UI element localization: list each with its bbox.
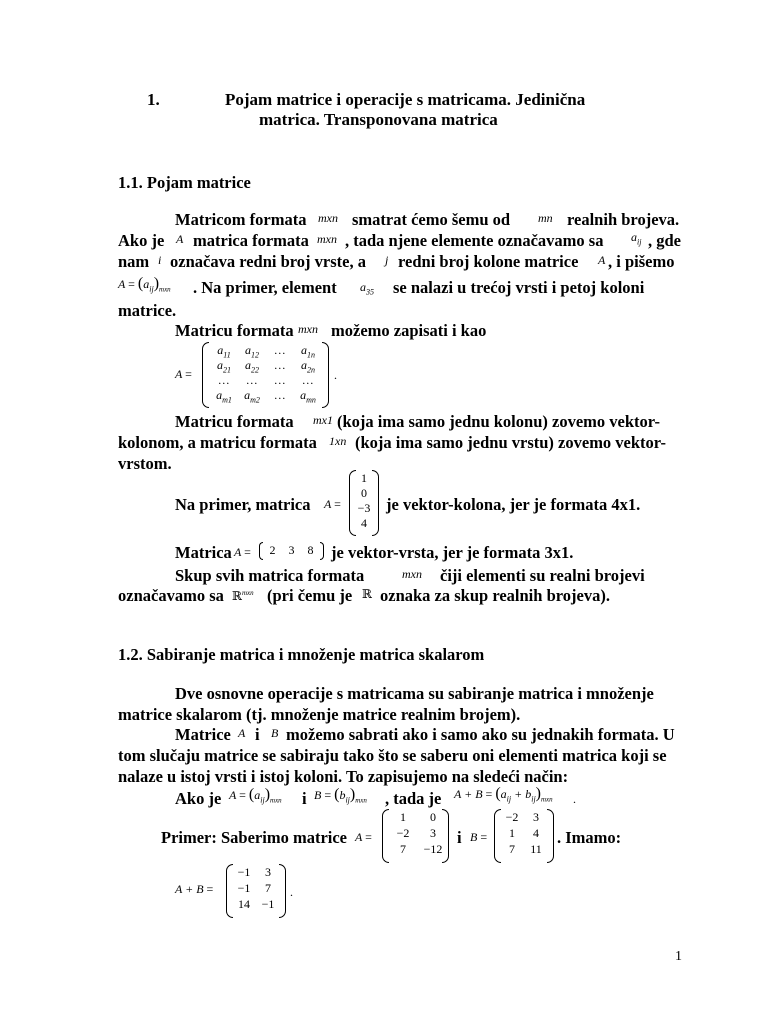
vector-column: [355, 471, 373, 535]
matrix-B-cell: 11: [530, 842, 542, 856]
vector-row-A: A =: [234, 545, 251, 559]
s2-p6-c: , tada je: [385, 789, 442, 808]
general-matrix-cell: $a_{12}$: [245, 343, 259, 360]
s2-p4: tom slučaju matrice se sabiraju tako što se saberu oni elementi matrica koji se: [118, 746, 667, 765]
matrix-sum: [232, 865, 284, 917]
general-matrix-cell: …: [246, 373, 258, 387]
general-matrix-cell: …: [218, 373, 230, 387]
vector-row-cell: 8: [307, 543, 314, 557]
p7-a: Matricu formata: [175, 412, 294, 431]
p2-b: matrica formata: [193, 231, 309, 250]
matrix-A-cell: −12: [423, 842, 443, 856]
general-matrix-period: .: [334, 368, 337, 382]
section-1-1-heading: 1.1. Pojam matrice: [118, 173, 251, 192]
math-j: j: [385, 253, 389, 267]
p8-a: kolonom, a matricu formata: [118, 433, 317, 452]
vector-row-right-paren: [320, 542, 324, 560]
p6-b: možemo zapisati i kao: [331, 321, 487, 340]
math-mxn-4: mxn: [402, 567, 422, 581]
p13-c: oznaka za skup realnih brojeva).: [380, 586, 610, 605]
s2-p2: matrice skalarom (tj. množenje matrice realnim brojem).: [118, 705, 521, 724]
matrix-A-cell: 3: [430, 826, 436, 840]
general-matrix-cell: $a_{21}$: [217, 358, 231, 375]
math-R: ℝ: [362, 587, 372, 601]
def-B: $B = (b_{ij})_{mxn}$: [314, 786, 367, 805]
matrix-B-cell: 3: [533, 810, 539, 824]
matrix-sum-cell: −1: [237, 865, 251, 879]
p3-c: redni broj kolone matrice: [398, 252, 579, 271]
matrix-A-cell: 7: [400, 842, 406, 856]
s2-p6-a: Ako je: [175, 789, 222, 808]
matrix-A: [388, 810, 450, 862]
matrix-B: [500, 810, 552, 862]
sum-right-paren: [279, 864, 286, 918]
matrix-B-cell: −2: [505, 810, 519, 824]
page-number: 1: [675, 949, 682, 964]
section-1-2-heading: 1.2. Sabiranje matrica i množenje matrica skalarom: [118, 645, 485, 664]
p12-a: Skup svih matrica formata: [175, 566, 365, 585]
p1-a: Matricom formata: [175, 210, 307, 229]
s2-p7-c: . Imamo:: [557, 828, 622, 847]
p4-a: . Na primer, element: [193, 278, 337, 297]
matrix-A-cell: 0: [430, 810, 436, 824]
math-aij: $a_{ij}$: [631, 230, 642, 247]
p2-c: , tada njene elemente označavamo sa: [345, 231, 604, 250]
s2-p3-a: Matrice: [175, 725, 231, 744]
matA-right-paren: [442, 809, 449, 863]
general-matrix-cell: …: [274, 388, 286, 402]
vector-col-A: A =: [324, 497, 341, 511]
matrix-sum-cell: 3: [265, 865, 271, 879]
p8-b: (koja ima samo jednu vrstu) zovemo vektor-: [355, 433, 667, 452]
vector-col-cell: 4: [361, 516, 367, 530]
title-line1: Pojam matrice i operacije s matricama. Jedinična: [225, 90, 586, 109]
general-matrix-cell: …: [274, 343, 286, 357]
math-mxn-3: mxn: [298, 322, 318, 336]
math-i: i: [158, 253, 162, 267]
s2-p3-c: možemo sabrati ako i samo ako su jednakih formata. U: [286, 725, 675, 744]
general-matrix-cell: …: [274, 358, 286, 372]
matrix-B-cell: 7: [509, 842, 515, 856]
p7-b: (koja ima samo jednu kolonu) zovemo vektor-: [337, 412, 660, 431]
p1-c: realnih brojeva.: [567, 210, 680, 229]
p9: vrstom.: [118, 454, 172, 473]
general-matrix-cell: …: [274, 373, 286, 387]
def-A: $A = (a_{ij})_{mxn}$: [229, 786, 282, 805]
general-matrix: [210, 343, 322, 407]
vector-col-right-paren: [372, 470, 379, 536]
p6-a: Matricu formata: [175, 321, 294, 340]
p3-a: nam: [118, 252, 150, 271]
p5: matrice.: [118, 301, 177, 320]
title-number: 1.: [147, 90, 160, 109]
math-mn: mn: [538, 211, 553, 225]
math-R-mxn: ℝ$^{mxn}$: [232, 589, 254, 603]
general-matrix-right-paren: [322, 342, 329, 408]
p13-a: označavamo sa: [118, 586, 224, 605]
general-matrix-cell: $a_{22}$: [245, 358, 259, 375]
p2-a: Ako je: [118, 231, 165, 250]
s2-p7-a: Primer: Saberimo matrice: [161, 828, 347, 847]
vector-row: [263, 543, 323, 559]
s2-math-A: A: [238, 726, 246, 740]
result-lhs: A + B =: [175, 882, 214, 896]
vector-col-cell: 1: [361, 471, 367, 485]
s2-p7-b: i: [457, 828, 462, 847]
s2-p6-b: i: [302, 789, 307, 808]
general-matrix-cell: $a_{1n}$: [301, 343, 315, 360]
s2-p5: nalaze u istoj vrsti i istoj koloni. To zapisujemo na sledeći način:: [118, 767, 569, 786]
general-matrix-cell: $a_{mn}$: [300, 388, 316, 405]
p12-b: čiji elementi su realni brojevi: [440, 566, 645, 585]
math-A-def: $A = (a_{ij})_{mxn}$: [118, 275, 171, 294]
vector-row-cell: 3: [288, 543, 295, 557]
p11-b: je vektor-vrsta, jer je formata 3x1.: [331, 543, 574, 562]
matrix-A-cell: 1: [400, 810, 406, 824]
math-mxn-2: mxn: [317, 232, 337, 246]
math-a35: $a_{35}$: [360, 280, 374, 297]
sum-period: .: [290, 885, 293, 899]
primer-B: B =: [470, 830, 488, 844]
p11-a: Matrica: [175, 543, 232, 562]
matrix-sum-cell: −1: [261, 897, 275, 911]
s2-p3-b: i: [255, 725, 260, 744]
s2-p1: Dve osnovne operacije s matricama su sabiranje matrica i množenje: [175, 684, 654, 703]
math-A: A: [176, 232, 184, 246]
general-matrix-cell: $a_{2n}$: [301, 358, 315, 375]
general-matrix-A: A =: [175, 367, 192, 381]
matrix-B-cell: 1: [509, 826, 515, 840]
def-period: .: [573, 792, 576, 806]
matrix-A-cell: −2: [396, 826, 410, 840]
primer-A: A =: [355, 830, 372, 844]
p3-b: označava redni broj vrste, a: [170, 252, 366, 271]
matrix-sum-cell: 14: [238, 897, 250, 911]
p10-a: Na primer, matrica: [175, 495, 311, 514]
vector-col-cell: −3: [357, 501, 371, 515]
matrix-B-cell: 4: [533, 826, 539, 840]
p1-b: smatrat ćemo šemu od: [352, 210, 511, 229]
general-matrix-cell: $a_{m1}$: [216, 388, 232, 405]
matrix-sum-cell: 7: [265, 881, 271, 895]
math-1xn: 1xn: [329, 434, 347, 448]
p4-b: se nalazi u trećoj vrsti i petoj koloni: [393, 278, 645, 297]
p2-d: , gde: [648, 231, 681, 250]
s2-math-B: B: [271, 726, 279, 740]
math-mx1: mx1: [313, 413, 333, 427]
p3-d: , i pišemo: [608, 252, 675, 271]
general-matrix-cell: $a_{11}$: [217, 343, 231, 360]
general-matrix-left-paren: [202, 342, 209, 408]
p13-b: (pri čemu je: [267, 586, 353, 605]
general-matrix-cell: $a_{m2}$: [244, 388, 260, 405]
math-A-2: A: [598, 253, 606, 267]
title-line2: matrica. Transponovana matrica: [259, 110, 498, 129]
matrix-sum-cell: −1: [237, 881, 251, 895]
vector-col-cell: 0: [361, 486, 367, 500]
math-mxn: mxn: [318, 211, 338, 225]
matB-right-paren: [547, 809, 554, 863]
def-sum: $A + B = (a_{ij} + b_{ij})_{mxn}$: [454, 785, 553, 804]
general-matrix-cell: …: [302, 373, 314, 387]
p10-b: je vektor-kolona, jer je formata 4x1.: [386, 495, 641, 514]
vector-row-cell: 2: [269, 543, 276, 557]
